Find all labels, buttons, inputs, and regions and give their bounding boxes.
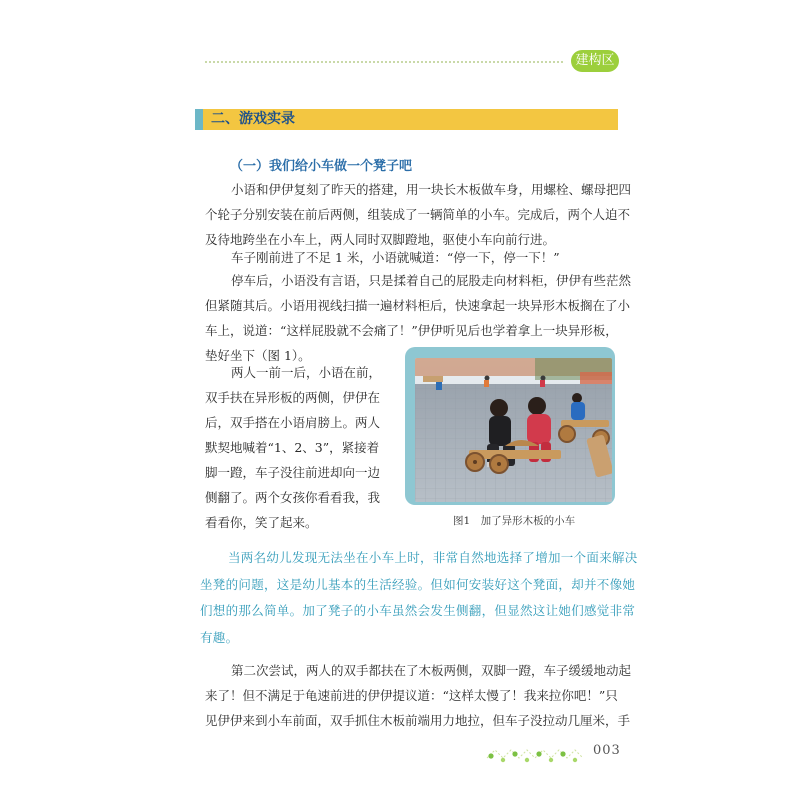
text-line: 车上，说道：“这样屁股就不会痛了！”伊伊听见后也学着拿上一块异形板，: [205, 323, 618, 338]
section-tag: 建构区: [571, 50, 619, 72]
text-line: 侧翻了。两个女孩你看看我，我: [205, 490, 381, 505]
paragraph-1: [205, 177, 632, 252]
paragraph-2: [205, 245, 615, 270]
text-line: 见伊伊来到小车前面，双手抓住木板前端用力地拉，但车子没拉动几厘米，手: [205, 713, 631, 728]
text-line: 脚一蹬，车子没往前进却向一边: [205, 465, 381, 480]
page-number: 003: [593, 743, 621, 758]
text-line: 但紧随其后。小语用视线扫描一遍材料柜后，快速拿起一块异形木板搁在了小: [205, 298, 631, 313]
text-line: 个轮子分别安装在前后两侧，组装成了一辆简单的小车。完成后，两个人迫不: [205, 207, 631, 222]
text-line: 们想的那么简单。加了凳子的小车虽然会发生侧翻，但显然这让她们感觉非常: [200, 603, 636, 618]
text-line: 看看你，笑了起来。: [205, 515, 318, 530]
text-line: 两人一前一后，小语在前，: [231, 365, 382, 380]
text-line: 车子刚前进了不足 1 米，小语就喊道：“停一下，停一下！”: [231, 250, 560, 265]
text-line: 来了！但不满足于龟速前进的伊伊提议道：“这样太慢了！我来拉你吧！”只: [205, 688, 618, 703]
section-heading-bar: [195, 109, 618, 130]
subsection-title: （一）我们给小车做一个凳子吧: [230, 159, 413, 174]
section-title: 二、游戏实录: [211, 111, 295, 127]
teacher-comment: [200, 545, 638, 651]
text-line: 及待地跨坐在小车上，两人同时双脚蹬地，驱使小车向前行进。: [205, 232, 556, 247]
footer-decoration: [485, 744, 587, 770]
figure-photo: [415, 358, 612, 502]
header-dotted-rule: [205, 61, 563, 63]
paragraph-5: [205, 658, 632, 733]
paragraph-4: [205, 360, 395, 535]
text-line: 垫好坐下（图 1）。: [205, 348, 311, 363]
text-line: 默契地喊着“1、2、3”，紧接着: [205, 440, 380, 455]
text-line: 小语和伊伊复刻了昨天的搭建，用一块长木板做车身，用螺栓、螺母把四: [231, 182, 632, 197]
figure-caption: 图1 加了异形木板的小车: [453, 515, 576, 527]
text-line: 后，双手搭在小语肩膀上。两人: [205, 415, 381, 430]
text-line: 停车后，小语没有言语，只是揉着自己的屁股走向材料柜，伊伊有些茫然: [231, 273, 632, 288]
text-line: 坐凳的问题，这是幼儿基本的生活经验。但如何安装好这个凳面，却并不像她: [200, 576, 636, 592]
section-heading-accent: [195, 109, 203, 130]
text-line: 第二次尝试，两人的双手都扶在了木板两侧，双脚一蹬，车子缓缓地动起: [231, 663, 632, 678]
text-line: 双手扶在异形板的两侧，伊伊在: [205, 390, 381, 405]
text-line: 有趣。: [200, 629, 239, 645]
text-line: 当两名幼儿发现无法坐在小车上时，非常自然地选择了增加一个面来解决: [228, 550, 638, 565]
